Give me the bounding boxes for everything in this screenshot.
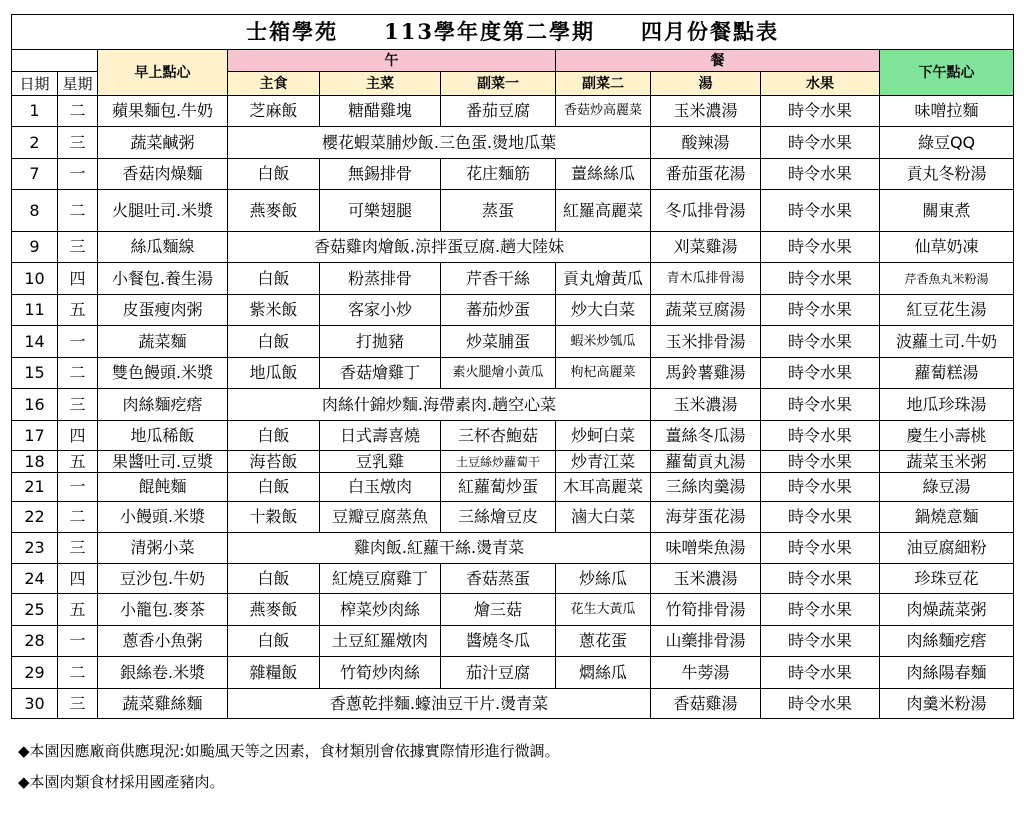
cell-day: 四 (58, 564, 98, 594)
header-lunch-right: 餐 (556, 50, 880, 72)
cell-main: 糖醋雞塊 (320, 96, 441, 127)
cell-morning: 果醬吐司.豆漿 (98, 451, 228, 473)
cell-day: 三 (58, 689, 98, 719)
cell-morning: 絲瓜麵線 (98, 232, 228, 263)
cell-side2: 蔥花蛋 (556, 626, 651, 657)
cell-combined: 香菇雞肉燴飯.涼拌蛋豆腐.趟大陸妹 (228, 232, 651, 263)
cell-day: 三 (58, 127, 98, 159)
cell-fruit: 時令水果 (761, 473, 880, 502)
cell-date: 8 (12, 190, 58, 232)
cell-staple: 白飯 (228, 473, 320, 502)
cell-morning: 蔬菜鹹粥 (98, 127, 228, 159)
cell-date: 24 (12, 564, 58, 594)
cell-fruit: 時令水果 (761, 127, 880, 159)
cell-day: 二 (58, 96, 98, 127)
cell-main: 榨菜炒肉絲 (320, 594, 441, 626)
cell-morning: 小饅頭.米漿 (98, 502, 228, 533)
cell-soup: 酸辣湯 (651, 127, 761, 159)
cell-fruit: 時令水果 (761, 190, 880, 232)
table-row (12, 263, 1014, 295)
cell-fruit: 時令水果 (761, 358, 880, 389)
cell-date: 10 (12, 263, 58, 295)
cell-afternoon: 味噌拉麵 (880, 96, 1014, 127)
cell-date: 21 (12, 473, 58, 502)
cell-date: 1 (12, 96, 58, 127)
cell-day: 四 (58, 263, 98, 295)
table-row (12, 473, 1014, 502)
cell-soup: 玉米濃湯 (651, 96, 761, 127)
cell-staple: 白飯 (228, 564, 320, 594)
cell-staple: 芝麻飯 (228, 96, 320, 127)
cell-afternoon: 貢丸冬粉湯 (880, 159, 1014, 190)
cell-side1: 三絲燴豆皮 (441, 502, 556, 533)
cell-day: 四 (58, 421, 98, 451)
cell-main: 竹筍炒肉絲 (320, 657, 441, 689)
header-afternoon-snack: 下午點心 (880, 50, 1014, 96)
cell-date: 14 (12, 326, 58, 358)
cell-date: 16 (12, 389, 58, 421)
cell-soup: 海芽蛋花湯 (651, 502, 761, 533)
cell-soup: 青木瓜排骨湯 (651, 263, 761, 295)
cell-soup: 冬瓜排骨湯 (651, 190, 761, 232)
cell-soup: 玉米濃湯 (651, 389, 761, 421)
cell-soup: 蘿蔔貢丸湯 (651, 451, 761, 473)
cell-main: 無錫排骨 (320, 159, 441, 190)
cell-afternoon: 油豆腐細粉 (880, 533, 1014, 564)
cell-day: 一 (58, 159, 98, 190)
cell-morning: 餛飩麵 (98, 473, 228, 502)
cell-combined: 香蔥乾拌麵.蠔油豆干片.燙青菜 (228, 689, 651, 719)
cell-date: 9 (12, 232, 58, 263)
cell-fruit: 時令水果 (761, 594, 880, 626)
cell-staple: 白飯 (228, 263, 320, 295)
cell-staple: 白飯 (228, 159, 320, 190)
cell-afternoon: 綠豆湯 (880, 473, 1014, 502)
cell-afternoon: 肉羹米粉湯 (880, 689, 1014, 719)
cell-side2: 木耳高麗菜 (556, 473, 651, 502)
cell-date: 11 (12, 295, 58, 326)
cell-morning: 小籠包.麥茶 (98, 594, 228, 626)
table-row (12, 389, 1014, 421)
header-main-dish: 主菜 (320, 72, 441, 96)
page-title: 士箱學苑 113學年度第二學期 四月份餐點表 (12, 15, 1014, 50)
cell-morning: 銀絲卷.米漿 (98, 657, 228, 689)
cell-staple: 海苔飯 (228, 451, 320, 473)
table-row (12, 451, 1014, 473)
table-row (12, 564, 1014, 594)
cell-fruit: 時令水果 (761, 689, 880, 719)
cell-staple: 地瓜飯 (228, 358, 320, 389)
cell-side2: 蝦米炒瓠瓜 (556, 326, 651, 358)
cell-afternoon: 珍珠豆花 (880, 564, 1014, 594)
cell-soup: 番茄蛋花湯 (651, 159, 761, 190)
cell-side1: 番茄豆腐 (441, 96, 556, 127)
cell-main: 粉蒸排骨 (320, 263, 441, 295)
cell-soup: 山藥排骨湯 (651, 626, 761, 657)
cell-side2: 花生大黃瓜 (556, 594, 651, 626)
cell-morning: 豆沙包.牛奶 (98, 564, 228, 594)
cell-fruit: 時令水果 (761, 389, 880, 421)
cell-staple: 紫米飯 (228, 295, 320, 326)
cell-side2: 枸杞高麗菜 (556, 358, 651, 389)
header-side-dish-1: 副菜一 (441, 72, 556, 96)
header-soup: 湯 (651, 72, 761, 96)
header-blank (12, 50, 98, 72)
cell-afternoon: 綠豆QQ (880, 127, 1014, 159)
cell-soup: 玉米排骨湯 (651, 326, 761, 358)
cell-day: 二 (58, 657, 98, 689)
cell-fruit: 時令水果 (761, 326, 880, 358)
cell-side1: 醬燒冬瓜 (441, 626, 556, 657)
cell-side1: 茄汁豆腐 (441, 657, 556, 689)
cell-soup: 牛蒡湯 (651, 657, 761, 689)
note-pork: ◆本園肉類食材採用國產豬肉。 (18, 773, 225, 791)
table-row (12, 626, 1014, 657)
table-row (12, 190, 1014, 232)
cell-side1: 花庄麵筋 (441, 159, 556, 190)
cell-main: 白玉燉肉 (320, 473, 441, 502)
cell-morning: 肉絲麵疙瘩 (98, 389, 228, 421)
cell-side1: 芹香干絲 (441, 263, 556, 295)
table-row (12, 232, 1014, 263)
cell-main: 紅燒豆腐雞丁 (320, 564, 441, 594)
table-row (12, 421, 1014, 451)
cell-fruit: 時令水果 (761, 263, 880, 295)
table-row (12, 295, 1014, 326)
cell-date: 23 (12, 533, 58, 564)
cell-side2: 燜絲瓜 (556, 657, 651, 689)
cell-morning: 蔥香小魚粥 (98, 626, 228, 657)
cell-main: 香菇燴雞丁 (320, 358, 441, 389)
cell-staple: 白飯 (228, 421, 320, 451)
cell-side1: 土豆絲炒蘿蔔干 (441, 451, 556, 473)
cell-combined: 櫻花蝦菜脯炒飯.三色蛋.燙地瓜葉 (228, 127, 651, 159)
cell-side1: 燴三菇 (441, 594, 556, 626)
cell-afternoon: 芹香魚丸米粉湯 (880, 263, 1014, 295)
cell-side2: 香菇炒高麗菜 (556, 96, 651, 127)
cell-main: 打拋豬 (320, 326, 441, 358)
menu-table (11, 14, 1014, 719)
cell-afternoon: 波蘿土司.牛奶 (880, 326, 1014, 358)
header-fruit: 水果 (761, 72, 880, 96)
cell-day: 三 (58, 232, 98, 263)
cell-morning: 小餐包.養生湯 (98, 263, 228, 295)
cell-side2: 炒大白菜 (556, 295, 651, 326)
cell-fruit: 時令水果 (761, 159, 880, 190)
cell-afternoon: 肉燥蔬菜粥 (880, 594, 1014, 626)
cell-day: 五 (58, 295, 98, 326)
table-row (12, 657, 1014, 689)
cell-morning: 清粥小菜 (98, 533, 228, 564)
cell-fruit: 時令水果 (761, 232, 880, 263)
header-weekday: 星期 (58, 72, 98, 96)
header-staple: 主食 (228, 72, 320, 96)
table-row (12, 594, 1014, 626)
cell-fruit: 時令水果 (761, 96, 880, 127)
cell-date: 15 (12, 358, 58, 389)
cell-morning: 蔬菜雞絲麵 (98, 689, 228, 719)
cell-day: 三 (58, 389, 98, 421)
cell-staple: 燕麥飯 (228, 594, 320, 626)
table-row (12, 159, 1014, 190)
cell-side2: 貢丸燴黃瓜 (556, 263, 651, 295)
cell-side1: 炒菜脯蛋 (441, 326, 556, 358)
cell-fruit: 時令水果 (761, 451, 880, 473)
cell-date: 29 (12, 657, 58, 689)
table-row (12, 689, 1014, 719)
cell-main: 日式壽喜燒 (320, 421, 441, 451)
cell-afternoon: 蘿蔔糕湯 (880, 358, 1014, 389)
header-lunch-left: 午 (228, 50, 556, 72)
cell-afternoon: 慶生小壽桃 (880, 421, 1014, 451)
cell-afternoon: 關東煮 (880, 190, 1014, 232)
cell-main: 土豆紅羅燉肉 (320, 626, 441, 657)
cell-side1: 紅蘿蔔炒蛋 (441, 473, 556, 502)
cell-date: 7 (12, 159, 58, 190)
cell-fruit: 時令水果 (761, 502, 880, 533)
cell-side2: 薑絲絲瓜 (556, 159, 651, 190)
cell-side1: 三杯杏鮑菇 (441, 421, 556, 451)
cell-staple: 燕麥飯 (228, 190, 320, 232)
header-morning-snack: 早上點心 (98, 50, 228, 96)
cell-side2: 炒青江菜 (556, 451, 651, 473)
cell-side2: 炒蚵白菜 (556, 421, 651, 451)
cell-day: 二 (58, 358, 98, 389)
cell-morning: 雙色饅頭.米漿 (98, 358, 228, 389)
cell-morning: 地瓜稀飯 (98, 421, 228, 451)
cell-date: 17 (12, 421, 58, 451)
cell-fruit: 時令水果 (761, 421, 880, 451)
cell-date: 18 (12, 451, 58, 473)
cell-day: 五 (58, 451, 98, 473)
cell-morning: 皮蛋瘦肉粥 (98, 295, 228, 326)
cell-afternoon: 鍋燒意麵 (880, 502, 1014, 533)
cell-soup: 刈菜雞湯 (651, 232, 761, 263)
cell-fruit: 時令水果 (761, 295, 880, 326)
cell-main: 可樂翅腿 (320, 190, 441, 232)
cell-side1: 香菇蒸蛋 (441, 564, 556, 594)
cell-combined: 肉絲什錦炒麵.海帶素肉.趟空心菜 (228, 389, 651, 421)
cell-soup: 味噌柴魚湯 (651, 533, 761, 564)
table-row (12, 96, 1014, 127)
cell-afternoon: 蔬菜玉米粥 (880, 451, 1014, 473)
note-supply: ◆本園因應廠商供應現況:如颱風天等之因素，食材類別會依據實際情形進行微調。 (18, 742, 560, 760)
cell-day: 二 (58, 190, 98, 232)
cell-morning: 蘋果麵包.牛奶 (98, 96, 228, 127)
cell-afternoon: 仙草奶凍 (880, 232, 1014, 263)
cell-fruit: 時令水果 (761, 626, 880, 657)
cell-fruit: 時令水果 (761, 564, 880, 594)
table-row (12, 127, 1014, 159)
cell-side2: 炒絲瓜 (556, 564, 651, 594)
cell-morning: 蔬菜麵 (98, 326, 228, 358)
cell-date: 2 (12, 127, 58, 159)
cell-staple: 白飯 (228, 326, 320, 358)
cell-day: 一 (58, 473, 98, 502)
table-row (12, 502, 1014, 533)
cell-side1: 素火腿燴小黃瓜 (441, 358, 556, 389)
cell-fruit: 時令水果 (761, 533, 880, 564)
cell-soup: 香菇雞湯 (651, 689, 761, 719)
cell-soup: 玉米濃湯 (651, 564, 761, 594)
cell-side1: 蕃茄炒蛋 (441, 295, 556, 326)
cell-day: 二 (58, 502, 98, 533)
cell-main: 豆瓣豆腐蒸魚 (320, 502, 441, 533)
cell-date: 22 (12, 502, 58, 533)
cell-date: 25 (12, 594, 58, 626)
menu-body (12, 96, 1014, 719)
header-side-dish-2: 副菜二 (556, 72, 651, 96)
cell-afternoon: 紅豆花生湯 (880, 295, 1014, 326)
cell-afternoon: 地瓜珍珠湯 (880, 389, 1014, 421)
cell-staple: 白飯 (228, 626, 320, 657)
cell-soup: 馬鈴薯雞湯 (651, 358, 761, 389)
cell-soup: 蔬菜豆腐湯 (651, 295, 761, 326)
cell-afternoon: 肉絲陽春麵 (880, 657, 1014, 689)
table-row (12, 326, 1014, 358)
cell-date: 28 (12, 626, 58, 657)
cell-side2: 滷大白菜 (556, 502, 651, 533)
cell-combined: 雞肉飯.紅蘿干絲.燙青菜 (228, 533, 651, 564)
cell-soup: 薑絲冬瓜湯 (651, 421, 761, 451)
cell-main: 客家小炒 (320, 295, 441, 326)
cell-side1: 蒸蛋 (441, 190, 556, 232)
cell-soup: 三絲肉羹湯 (651, 473, 761, 502)
cell-day: 三 (58, 533, 98, 564)
cell-date: 30 (12, 689, 58, 719)
cell-fruit: 時令水果 (761, 657, 880, 689)
table-row (12, 533, 1014, 564)
cell-main: 豆乳雞 (320, 451, 441, 473)
cell-afternoon: 肉絲麵疙瘩 (880, 626, 1014, 657)
cell-day: 五 (58, 594, 98, 626)
cell-staple: 十穀飯 (228, 502, 320, 533)
cell-staple: 雜糧飯 (228, 657, 320, 689)
header-date: 日期 (12, 72, 58, 96)
cell-morning: 香菇肉燥麵 (98, 159, 228, 190)
cell-soup: 竹筍排骨湯 (651, 594, 761, 626)
cell-morning: 火腿吐司.米漿 (98, 190, 228, 232)
table-row (12, 358, 1014, 389)
cell-side2: 紅羅高麗菜 (556, 190, 651, 232)
cell-day: 一 (58, 626, 98, 657)
cell-day: 一 (58, 326, 98, 358)
